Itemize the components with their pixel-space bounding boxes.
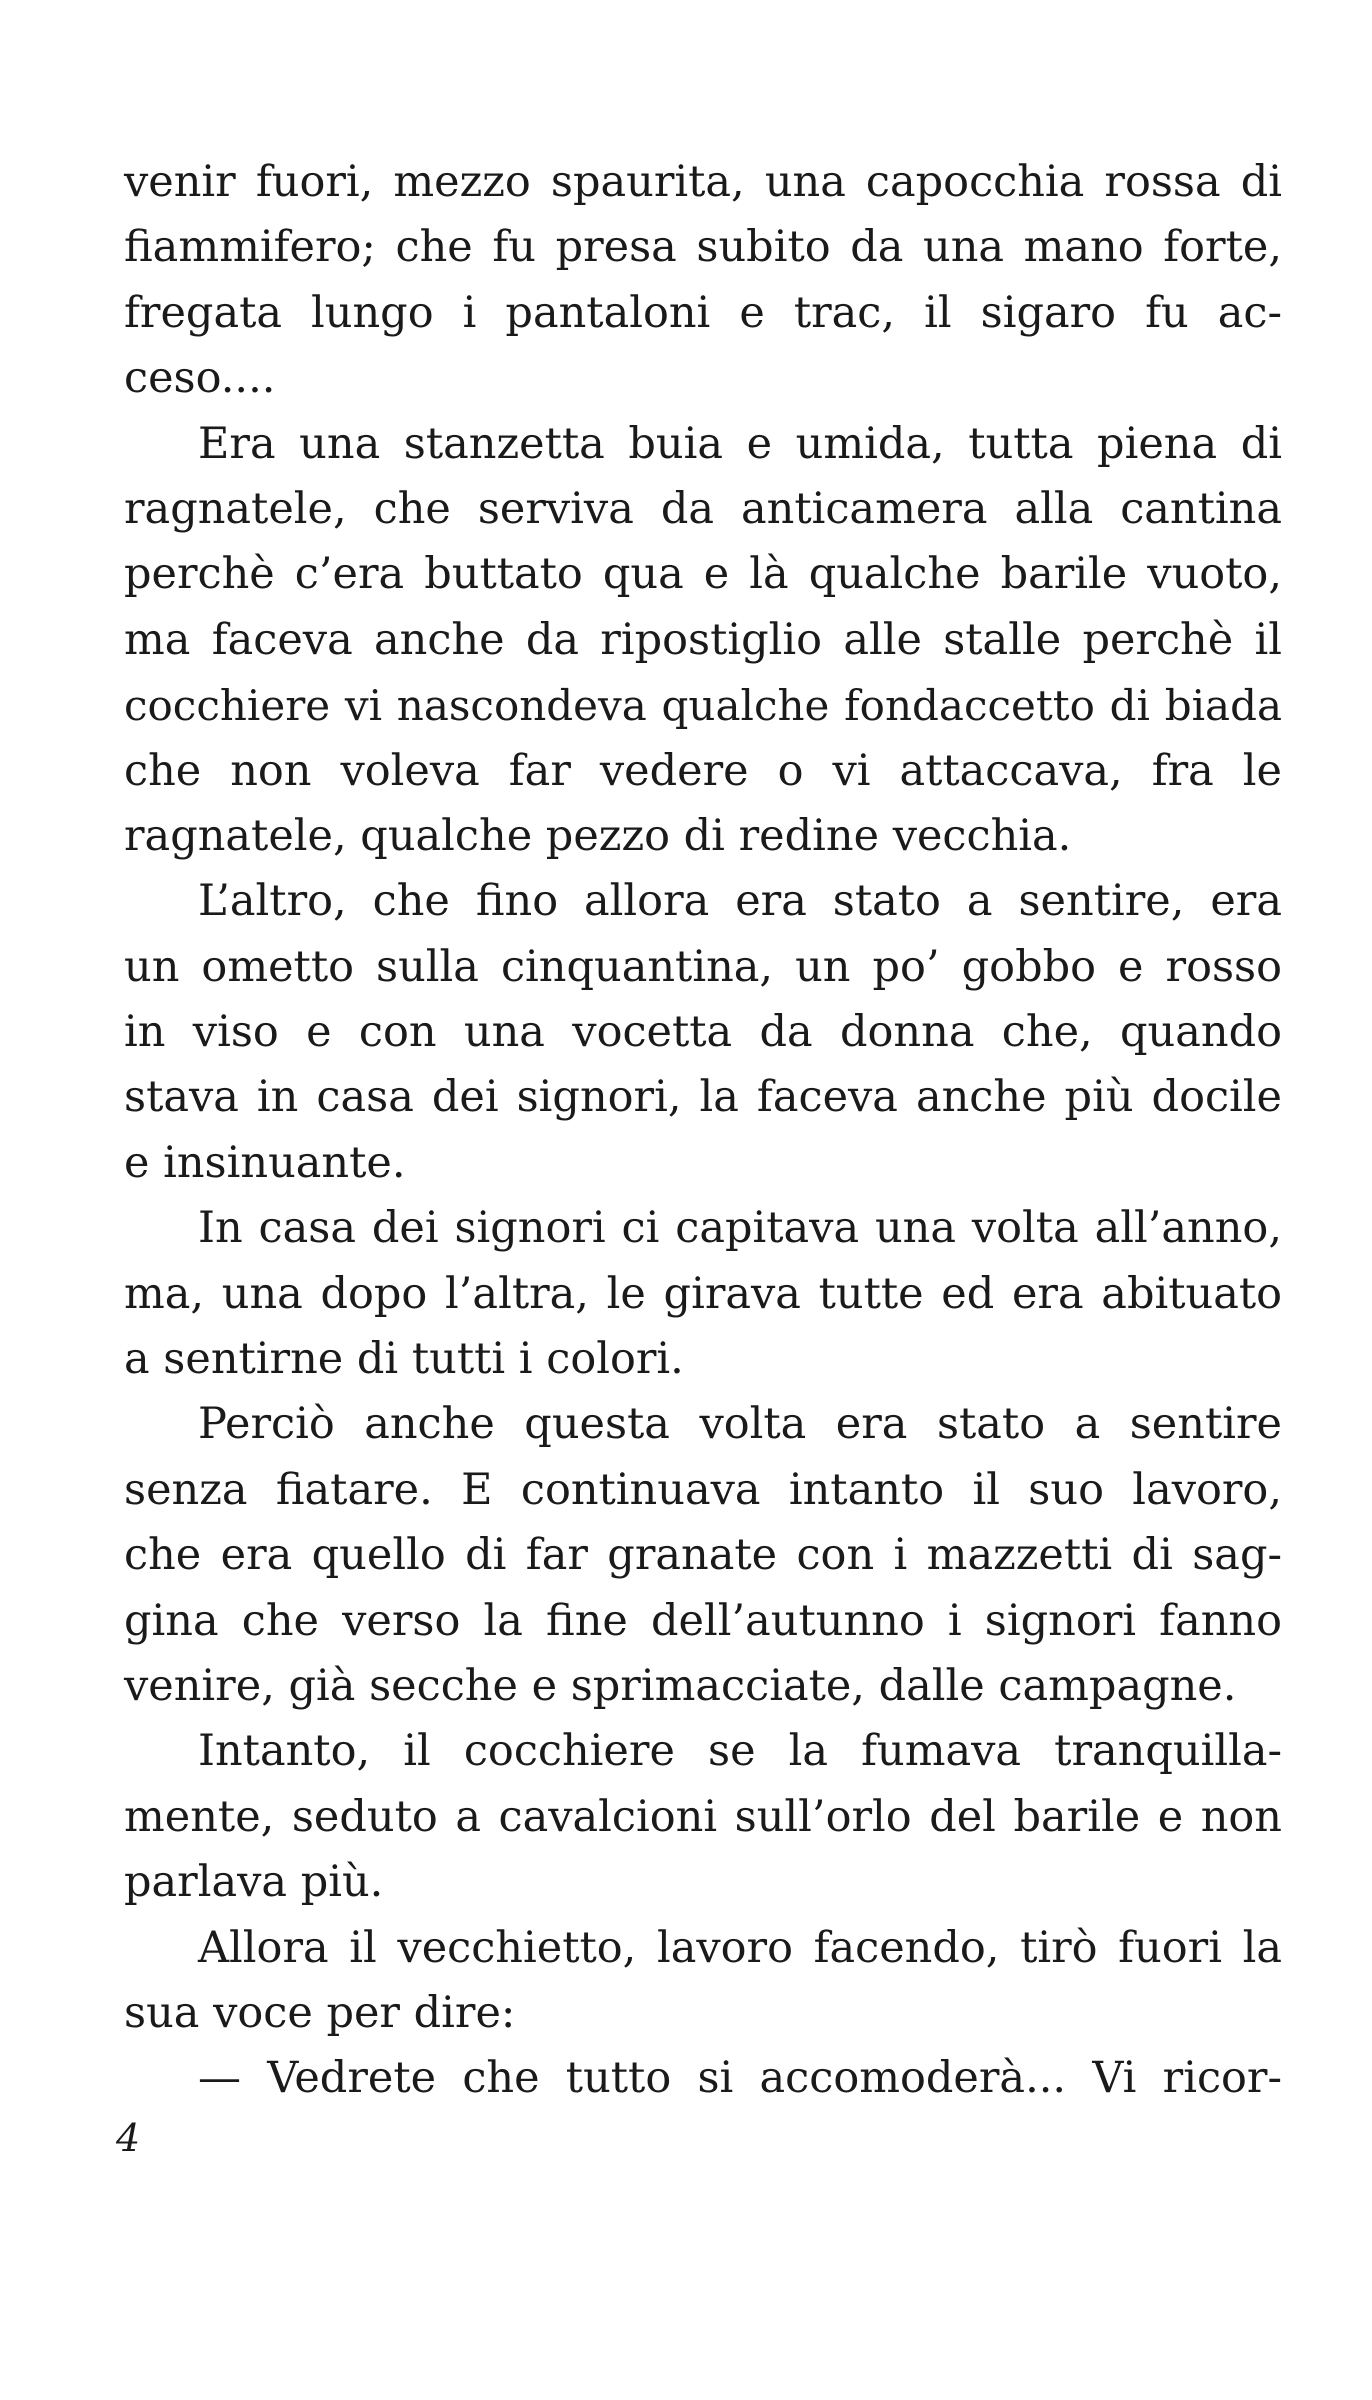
text-line: cocchiere vi nascondeva qualche fondaccetto di biada [124,681,1282,731]
text-line: gina che verso la fine dell’autunno i signori fanno [124,1595,1282,1646]
text-line: fiammifero; che fu presa subito da una mano forte, [124,222,1282,273]
text-line: ragnatele, qualche pezzo di redine vecchia. [124,810,1072,861]
text-line: Perciò anche questa volta era stato a sentire [198,1399,1282,1450]
text-line: ma faceva anche da ripostiglio alle stalle perchè il [124,614,1282,665]
page-number: 4 [116,2116,141,2160]
text-line: — Vedrete che tutto si accomoderà... Vi ricor- [198,2053,1282,2104]
text-line: un ometto sulla cinquantina, un po’ gobbo e rosso [124,941,1282,992]
text-line: senza fiatare. E continuava intanto il suo lavoro, [124,1464,1282,1515]
text-line: Intanto, il cocchiere se la fumava tranquilla- [198,1726,1282,1777]
text-line: In casa dei signori ci capitava una volta all’anno, [198,1203,1282,1254]
text-line: a sentirne di tutti i colori. [124,1334,684,1385]
text-line: che era quello di far granate con i mazzetti di sag- [124,1530,1282,1581]
text-line: Allora il vecchietto, lavoro facendo, tirò fuori la [198,1922,1282,1973]
text-line: fregata lungo i pantaloni e trac, il sigaro fu ac- [124,287,1282,338]
text-line: sua voce per dire: [124,1987,516,2038]
text-line: in viso e con una vocetta da donna che, quando [124,1007,1282,1058]
text-line: stava in casa dei signori, la faceva anche più docile [124,1072,1282,1123]
text-line: e insinuante. [124,1137,406,1188]
text-line: parlava più. [124,1857,384,1908]
text-line: ma, una dopo l’altra, le girava tutte ed era abituato [124,1268,1282,1319]
text-line: venire, già secche e sprimacciate, dalle campagne. [124,1660,1237,1711]
text-line: perchè c’era buttato qua e là qualche barile vuoto, [124,549,1282,600]
page-text [124,150,1282,2112]
text-line: L’altro, che fino allora era stato a sentire, era [198,876,1282,927]
text-line: venir fuori, mezzo spaurita, una capocchia rossa di [124,157,1282,207]
text-line: mente, seduto a cavalcioni sull’orlo del barile e non [124,1791,1282,1842]
text-line: ragnatele, che serviva da anticamera alla cantina [124,483,1282,534]
text-line: ceso.... [124,353,276,404]
text-line: Era una stanzetta buia e umida, tutta piena di [198,418,1282,469]
text-line: che non voleva far vedere o vi attaccava, fra le [124,745,1282,796]
